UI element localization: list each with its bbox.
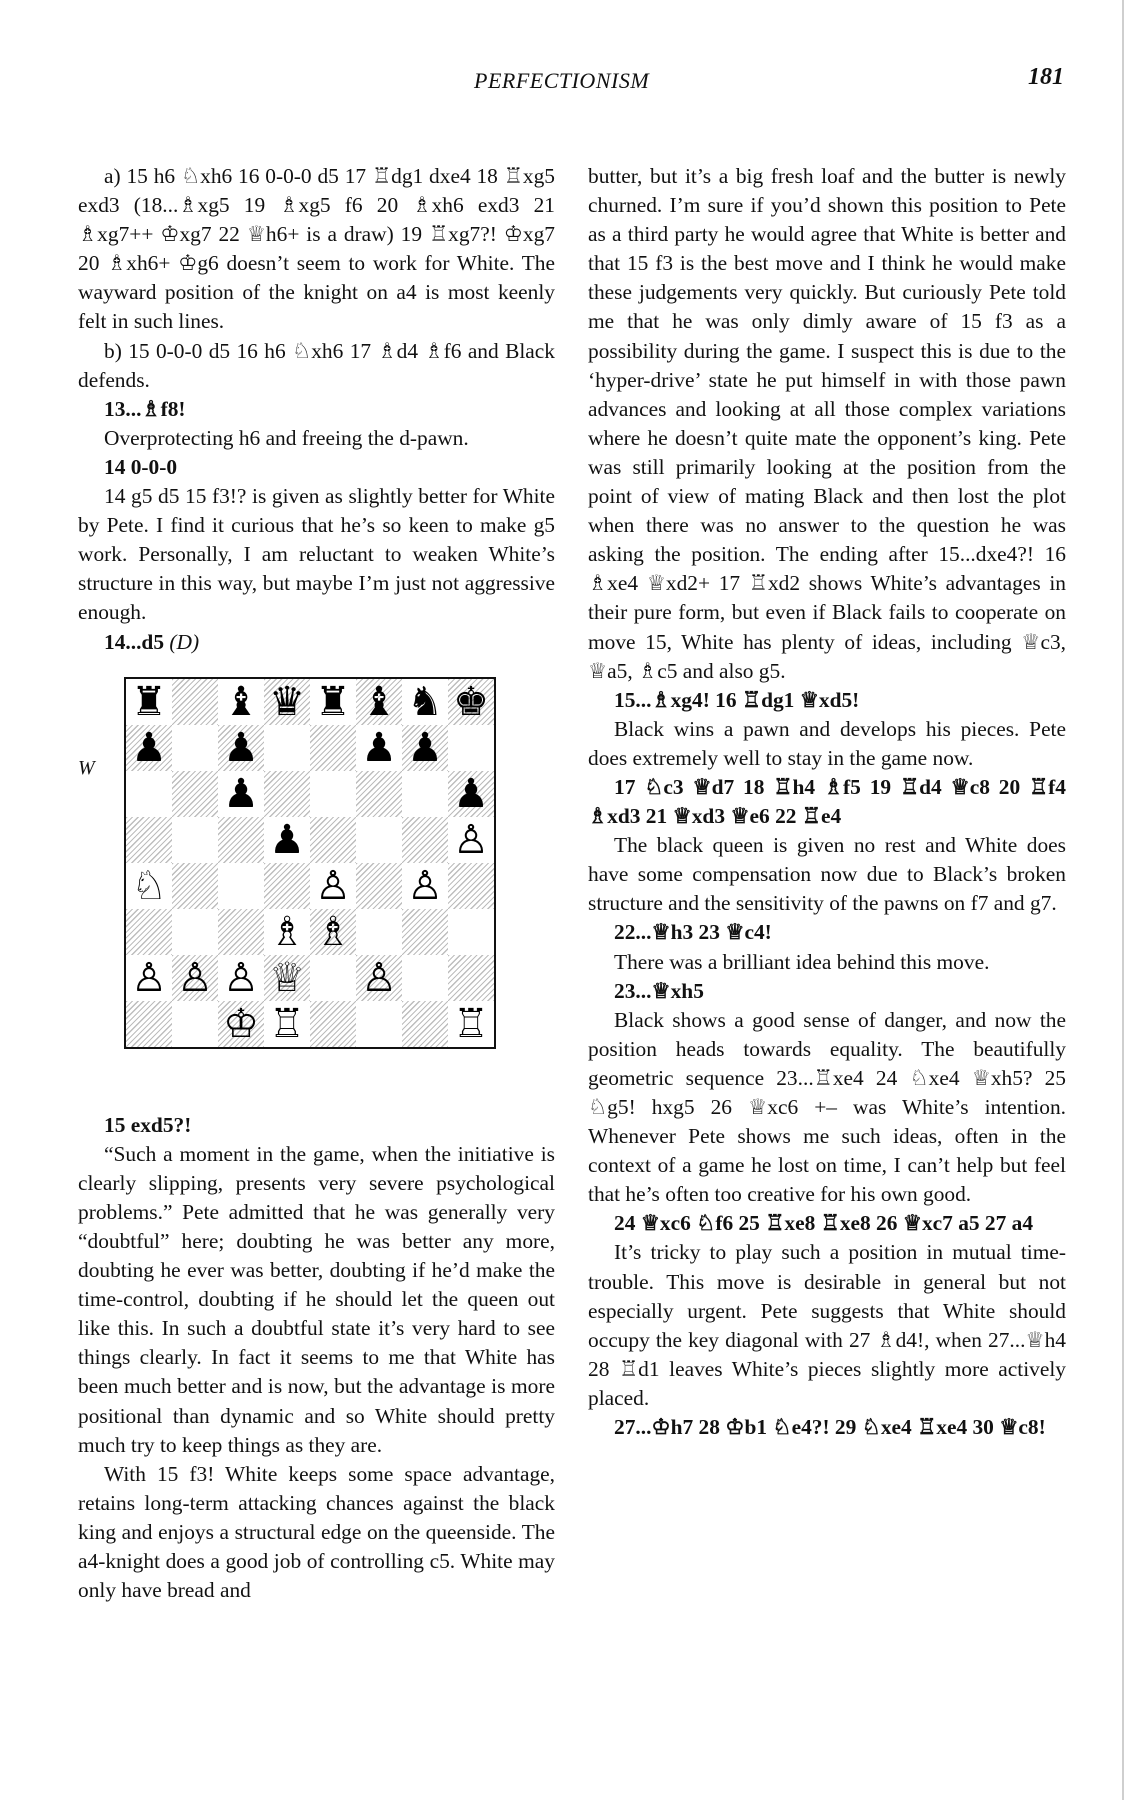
paragraph: Black shows a good sense of danger, and now the position heads towards equality. The beautifully geometric sequence 23...♖xe4 24 ♘xe4 ♕xh5? 25 ♘g5! hxg5 26 ♕xc6 +– was White’s intention. Whenever Pete shows me such ideas, often in the context of a game he lost on time, I can’t help but feel that he’s often too creative for his own good. [588,1007,1066,1207]
board-square-e7 [310,725,356,771]
chess-piece-d8: ♛ [269,678,305,725]
paragraph: It’s tricky to play such a position in mutual time-trouble. This move is desirable in general but not especially urgent. Pete suggests that White should occupy the key diagonal with 27 ♗d4!, when 27...♕h4 28 ♖d1 leaves White’s pieces slightly more actively placed. [588,1240,1066,1410]
paragraph: b) 15 0-0-0 d5 16 h6 ♘xh6 17 ♗d4 ♗f6 and Black defends. [78,338,555,392]
move-heading [78,628,555,657]
chess-piece-f7: ♟ [361,724,397,771]
paragraph: butter, but it’s a big fresh loaf and the butter is newly churned. I’m sure if you’d shown this position to Pete as a third party he would agree that White is better and that 15 f3 is the best move and I think he would make these judgements very quickly. But curiously Pete told me that he was only dimly aware of 15 f3 as a possibility during the game. I suspect this is due to the ‘hyper-drive’ state he put himself in with those pawn advances and looking at all those complex variations where he doesn’t quite mate the opponent’s king. Pete was still primarily looking at the position from the point of view of mating Black and then lost the plot when there was no answer to the question he was asking the position. The ending after 15...dxe4?! 16 ♗xe4 ♕xd2+ 17 ♖xd2 shows White’s advantages in their pure form, but even if Black fails to cooperate on move 15, White has plenty of ideas, including ♕c3, ♕a5, ♗c5 and also g5. [588,164,1066,683]
board-square-h4 [448,863,494,909]
chess-board [124,677,496,1049]
chess-piece-c6: ♟ [223,770,259,817]
chess-piece-a2: ♙ [131,954,167,1001]
board-square-h7 [448,725,494,771]
move-heading: 22...♕h3 23 ♕c4! [614,920,772,945]
paragraph: Black wins a pawn and develops his pieces. Pete does extremely well to stay in the game now. [588,716,1066,770]
board-square-f5 [356,817,402,863]
board-square-f3 [356,909,402,955]
chess-piece-d5: ♟ [269,816,305,863]
chess-piece-g8: ♞ [407,678,443,725]
left-column [78,162,555,1605]
board-square-b4 [172,863,218,909]
board-square-a3 [126,909,172,955]
board-square-b1 [172,1001,218,1047]
board-square-f1 [356,1001,402,1047]
move-heading: 14 0-0-0 [104,454,178,479]
board-square-f4 [356,863,402,909]
chess-piece-d2: ♕ [269,954,305,1001]
chess-piece-d1: ♖ [269,1000,305,1047]
board-square-a5 [126,817,172,863]
paragraph: The black queen is given no rest and White does have some compensation now due to Black’s broken structure and the sensitivity of the pawns on f7 and g7. [588,833,1066,916]
board-square-g1 [402,1001,448,1047]
board-square-g5 [402,817,448,863]
board-square-g2 [402,955,448,1001]
chess-diagram [78,673,555,1093]
board-square-e6 [310,771,356,817]
chess-piece-a4: ♘ [131,862,167,909]
board-square-c4 [218,863,264,909]
board-square-a6 [126,771,172,817]
chess-piece-a8: ♜ [131,678,167,725]
board-square-g6 [402,771,448,817]
move-heading: 17 ♘c3 ♕d7 18 ♖h4 ♗f5 19 ♖d4 ♕c8 20 ♖f4 ♗xd3 21 ♕xd3 ♕e6 22 ♖e4 [588,774,1066,829]
move-heading: 15...♗xg4! 16 ♖dg1 ♕xd5! [614,687,860,712]
page-number: 181 [1028,64,1064,90]
chess-piece-c8: ♝ [223,678,259,725]
board-square-g3 [402,909,448,955]
board-square-b5 [172,817,218,863]
chess-piece-c7: ♟ [223,724,259,771]
board-square-c5 [218,817,264,863]
chess-piece-h1: ♖ [453,1000,489,1047]
move-heading: 13...♗f8! [104,396,186,421]
move-heading: 27...♔h7 28 ♔b1 ♘e4?! 29 ♘xe4 ♖xe4 30 ♕c8! [614,1415,1046,1440]
paragraph: “Such a moment in the game, when the initiative is clearly slipping, presents very severe psychological problems.” Pete admitted that he was generally very “doubtful” here; doubting he was better any more, doubting he ever was better, doubting if he’d make the time-control, doubting if he should let the queen out like this. In such a doubtful state it’s very hard to see things clearly. In fact it seems to me that White has been much better and is now, but the advantage is more positional than dynamic and so White should pretty much try to keep things as they are. [78,1141,555,1457]
board-square-d4 [264,863,310,909]
right-column [588,162,1066,1442]
chess-piece-f2: ♙ [361,954,397,1001]
chess-piece-h6: ♟ [453,770,489,817]
board-square-e2 [310,955,356,1001]
board-square-f6 [356,771,402,817]
board-square-b6 [172,771,218,817]
board-square-b8 [172,679,218,725]
chess-piece-f8: ♝ [361,678,397,725]
chess-piece-h5: ♙ [453,816,489,863]
chess-piece-d3: ♗ [269,908,305,955]
chess-piece-g7: ♟ [407,724,443,771]
board-square-b7 [172,725,218,771]
paragraph: There was a brilliant idea behind this move. [614,949,990,974]
chess-piece-e3: ♗ [315,908,351,955]
move-heading: 24 ♕xc6 ♘f6 25 ♖xe8 ♖xe8 26 ♕xc7 a5 27 a4 [614,1211,1034,1236]
chess-piece-b2: ♙ [177,954,213,1001]
paragraph: 14 g5 d5 15 f3!? is given as slightly better for White by Pete. I find it curious that he’s so keen to make g5 work. Personally, I am reluctant to weaken White’s structure in this way, but maybe I’m just not aggressive enough. [78,484,555,625]
chess-piece-h8: ♚ [453,678,489,725]
chess-piece-c1: ♔ [223,1000,259,1047]
move-heading: 23...♕xh5 [614,978,704,1003]
board-square-d7 [264,725,310,771]
chess-piece-e8: ♜ [315,678,351,725]
chess-piece-e4: ♙ [315,862,351,909]
side-to-move-label: W [78,756,95,779]
chess-piece-a7: ♟ [131,724,167,771]
board-square-a1 [126,1001,172,1047]
board-square-h3 [448,909,494,955]
move-text: 14...d5 [104,629,165,654]
chess-piece-g4: ♙ [407,862,443,909]
page-edge [1122,0,1124,1800]
board-square-e5 [310,817,356,863]
board-square-e1 [310,1001,356,1047]
paragraph: a) 15 h6 ♘xh6 16 0-0-0 d5 17 ♖dg1 dxe4 18 ♖xg5 exd3 (18...♗xg5 19 ♗xg5 f6 20 ♗xh6 exd3 21 ♗xg7++ ♔xg7 22 ♕h6+ is a draw) 19 ♖xg7?! ♔xg7 20 ♗xh6+ ♔g6 doesn’t seem to work for White. The wayward position of the knight on a4 is most keenly felt in such lines. [78,164,555,334]
paragraph: With 15 f3! White keeps some space advantage, retains long-term attacking chances against the black king and enjoys a structural edge on the queenside. The a4-knight does a good job of controlling c5. White may only have bread and [78,1461,555,1603]
board-square-b3 [172,909,218,955]
diagram-marker: (D) [169,629,200,654]
page-header [0,62,1131,102]
board-square-d6 [264,771,310,817]
board-square-c3 [218,909,264,955]
move-heading: 15 exd5?! [104,1112,192,1137]
chess-piece-c2: ♙ [223,954,259,1001]
running-title: PERFECTIONISM [474,68,650,93]
board-square-h2 [448,955,494,1001]
paragraph: Overprotecting h6 and freeing the d-pawn. [104,425,469,450]
